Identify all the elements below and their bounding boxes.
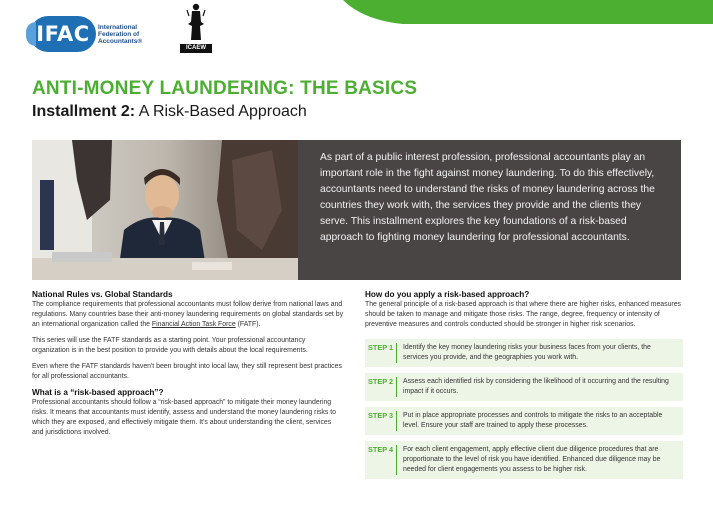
risk-based-paragraph: Professional accountants should follow a “risk-based approach” to mitigate their money laundering risks. It means that accountants must identify, assess and understand the money laundering risks to which they are exposed, and effectively mitigate them. It's about understanding the client, services and jurisdictions involved. <box>32 399 336 436</box>
step-label: STEP 4 <box>365 445 397 475</box>
paragraph-text: The compliance requirements that professional accountants must follow derive from national laws and regulations. Many countries base their anti-money laundering requirements on global standards set by an international organization called the <box>32 301 344 328</box>
step-2 <box>365 373 683 401</box>
hero-photo <box>32 140 298 280</box>
apply-intro-paragraph: The general principle of a risk-based approach is that where there are higher risks, enhanced measures should be taken to manage and mitigate those risks. The range, degree, frequency or intensity of preventive measures and controls conducted should be stronger in higher risk scenarios. <box>365 301 681 328</box>
step-text: Assess each identified risk by considering the likelihood of it occurring and the resulting impact if it occurs. <box>403 378 669 395</box>
ifac-logo <box>30 12 170 56</box>
icaew-label: ICAEW <box>180 44 212 53</box>
ifac-name: International Federation of Accountants® <box>98 24 143 45</box>
step-text: Identify the key money laundering risks your business faces from your clients, the services you provide, and the geographies you work with. <box>403 344 651 361</box>
left-column <box>32 290 344 438</box>
header-swoosh-graphic <box>343 0 713 24</box>
right-column <box>365 290 683 485</box>
step-1 <box>365 339 683 367</box>
step-label: STEP 3 <box>365 411 397 431</box>
intro-box <box>298 140 681 280</box>
step-text: Put in place appropriate processes and controls to mitigate the risks to an acceptable level. Ensure your staff are trained to apply these processes. <box>403 412 663 429</box>
step-3 <box>365 407 683 435</box>
ifac-logo-text: IFAC <box>36 22 90 46</box>
national-rules-paragraph-1 <box>32 300 344 330</box>
step-4 <box>365 441 683 479</box>
installment-label: Installment 2: <box>32 103 136 120</box>
step-text: For each client engagement, apply effective client due diligence procedures that are proportionate to the level of risk you have identified. Enhanced due diligence may be needed for client engagements you assess to be higher risk. <box>403 446 661 473</box>
installment-title: A Risk-Based Approach <box>138 103 307 120</box>
page-subtitle <box>32 103 307 121</box>
icaew-logo <box>180 2 212 52</box>
step-label: STEP 2 <box>365 377 397 397</box>
intro-text: As part of a public interest profession, professional accountants play an important role in the fight against money laundering. To do this effectively, accountants need to understand the risks of money laundering across the countries they work with, the services they provide and the clients they serve. This installment explores the key foundations of a risk-based approach to fighting money laundering for professional accountants. <box>320 152 655 243</box>
national-rules-paragraph-3: Even where the FATF standards haven't been brought into local law, they still represent best practices for all professional accountants. <box>32 363 342 380</box>
step-label: STEP 1 <box>365 343 397 363</box>
ifac-badge <box>30 16 96 52</box>
section-heading-national-rules: National Rules vs. Global Standards <box>32 290 173 299</box>
national-rules-paragraph-2: This series will use the FATF standards as a starting point. Your professional accountancy organization is in the best position to provide you with details about the local requirements. <box>32 337 308 354</box>
section-heading-risk-based: What is a “risk-based approach”? <box>32 388 164 397</box>
page-title: ANTI-MONEY LAUNDERING: THE BASICS <box>32 78 418 99</box>
section-heading-apply: How do you apply a risk-based approach? <box>365 290 530 299</box>
fatf-link[interactable]: Financial Action Task Force <box>151 321 236 328</box>
paragraph-text: (FATF). <box>237 321 261 328</box>
icaew-figure-icon <box>186 2 206 42</box>
